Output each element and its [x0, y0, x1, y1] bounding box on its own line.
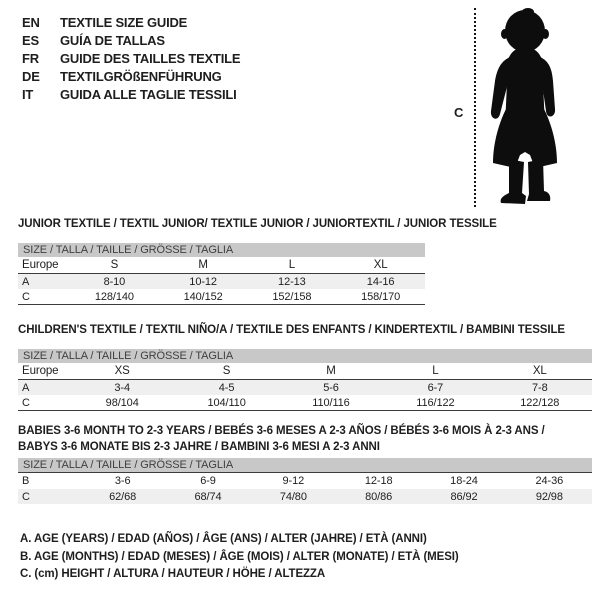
table-cell: 128/140	[94, 290, 134, 303]
children-row-height	[18, 395, 592, 411]
language-label: TEXTILGRÖßENFÜHRUNG	[60, 69, 222, 84]
babies-table-title-line1: BABIES 3-6 MONTH TO 2-3 YEARS / BEBÉS 3-6 MESES A 2-3 AÑOS / BÉBÉS 3-6 MOIS À 2-3 ANS /	[18, 425, 545, 437]
junior-size-header-bar: SIZE / TALLA / TAILLE / GRÖSSE / TAGLIA	[18, 243, 425, 257]
language-list	[22, 14, 240, 104]
table-cell: 140/152	[183, 290, 223, 303]
table-cell: 5-6	[323, 381, 339, 394]
height-measure-label: C	[454, 105, 464, 120]
babies-table-title-line2: BABYS 3-6 MONATE BIS 2-3 JAHRE / BAMBINI 3-6 MESI A 2-3 ANNI	[18, 441, 380, 453]
table-cell: 6-7	[427, 381, 444, 394]
language-label: TEXTILE SIZE GUIDE	[60, 15, 188, 30]
table-cell: 3-6	[114, 475, 131, 487]
children-column-header-row	[18, 363, 592, 380]
row-label: C	[22, 490, 30, 503]
language-code: EN	[22, 15, 40, 30]
junior-row-height	[18, 289, 425, 305]
footnote-height: C. (cm) HEIGHT / ALTURA / HAUTEUR / HÖHE / ALTEZZA	[20, 568, 326, 580]
column-header-europe: Europe	[22, 259, 59, 271]
table-cell: 10-12	[189, 275, 217, 288]
language-code: ES	[22, 33, 39, 48]
table-cell: 8-10	[103, 275, 126, 288]
table-cell: 80/86	[365, 490, 393, 503]
row-label: C	[22, 290, 30, 303]
table-cell: 92/98	[535, 490, 563, 503]
table-cell: 62/68	[109, 490, 137, 503]
table-cell: 9-12	[282, 475, 305, 487]
table-cell: 116/122	[416, 396, 455, 409]
table-cell: 7-8	[531, 381, 548, 394]
children-textile-section	[18, 323, 592, 411]
table-cell: 12-18	[364, 475, 393, 487]
language-row-fr	[22, 50, 240, 68]
junior-textile-section	[18, 217, 497, 305]
language-label: GUÍA DE TALLAS	[60, 33, 165, 48]
table-cell: 104/110	[207, 396, 246, 409]
language-row-en	[22, 14, 240, 32]
row-label: A	[22, 275, 30, 288]
row-label: A	[22, 381, 30, 394]
junior-table-title: JUNIOR TEXTILE / TEXTIL JUNIOR/ TEXTILE JUNIOR / JUNIORTEXTIL / JUNIOR TESSILE	[18, 218, 497, 230]
table-cell: 18-24	[450, 475, 478, 487]
table-cell: 6-9	[200, 475, 216, 487]
column-header-size: S	[110, 259, 119, 271]
column-header-europe: Europe	[22, 365, 59, 377]
table-cell: 158/170	[361, 290, 401, 303]
language-label: GUIDA ALLE TAGLIE TESSILI	[60, 87, 237, 102]
column-header-size: M	[326, 365, 336, 377]
babies-textile-section	[18, 423, 592, 504]
babies-row-height	[18, 489, 592, 504]
column-header-size: S	[222, 365, 231, 377]
table-cell: 86/92	[450, 490, 478, 503]
column-header-size: L	[288, 259, 296, 271]
legend-footnotes	[20, 531, 459, 584]
junior-column-header-row	[18, 257, 425, 274]
language-code: FR	[22, 51, 39, 66]
table-cell: 110/116	[312, 396, 350, 409]
height-measure-line	[474, 8, 476, 207]
babies-table-title	[18, 423, 592, 455]
table-cell: 152/158	[272, 290, 312, 303]
column-header-size: L	[432, 365, 439, 377]
table-cell: 74/80	[279, 490, 307, 503]
junior-row-age	[18, 274, 425, 289]
column-header-size: XL	[373, 259, 388, 271]
children-row-age	[18, 380, 592, 395]
language-row-es	[22, 32, 240, 50]
language-row-it	[22, 86, 240, 104]
children-table-title: CHILDREN'S TEXTILE / TEXTIL NIÑO/A / TEXTILE DES ENFANTS / KINDERTEXTIL / BAMBINI TESSILE	[18, 324, 565, 336]
table-cell: 98/104	[105, 396, 139, 409]
babies-row-months	[18, 472, 592, 489]
footnote-age-years: A. AGE (YEARS) / EDAD (AÑOS) / ÂGE (ANS) / ALTER (JAHRE) / ETÀ (ANNI)	[20, 533, 427, 545]
language-code: IT	[22, 87, 34, 102]
footnote-age-months: B. AGE (MONTHS) / EDAD (MESES) / ÂGE (MOIS) / ALTER (MONATE) / ETÀ (MESI)	[20, 550, 459, 563]
column-header-size: XL	[532, 365, 547, 377]
column-header-size: M	[198, 259, 208, 271]
row-label: B	[22, 475, 30, 487]
table-cell: 14-16	[366, 275, 395, 288]
language-row-de	[22, 68, 240, 86]
column-header-size: XS	[114, 365, 130, 377]
row-label: C	[22, 396, 30, 409]
table-cell: 12-13	[278, 275, 306, 288]
table-cell: 68/74	[194, 490, 222, 503]
table-cell: 4-5	[218, 381, 235, 394]
language-label: GUIDE DES TAILLES TEXTILE	[60, 51, 241, 66]
babies-size-header-bar: SIZE / TALLA / TAILLE / GRÖSSE / TAGLIA	[18, 458, 592, 472]
language-code: DE	[22, 69, 40, 84]
children-size-header-bar: SIZE / TALLA / TAILLE / GRÖSSE / TAGLIA	[18, 349, 592, 363]
table-cell: 3-4	[114, 381, 130, 394]
table-cell: 122/128	[520, 396, 560, 409]
baby-silhouette-icon	[481, 7, 569, 207]
table-cell: 24-36	[535, 475, 564, 487]
